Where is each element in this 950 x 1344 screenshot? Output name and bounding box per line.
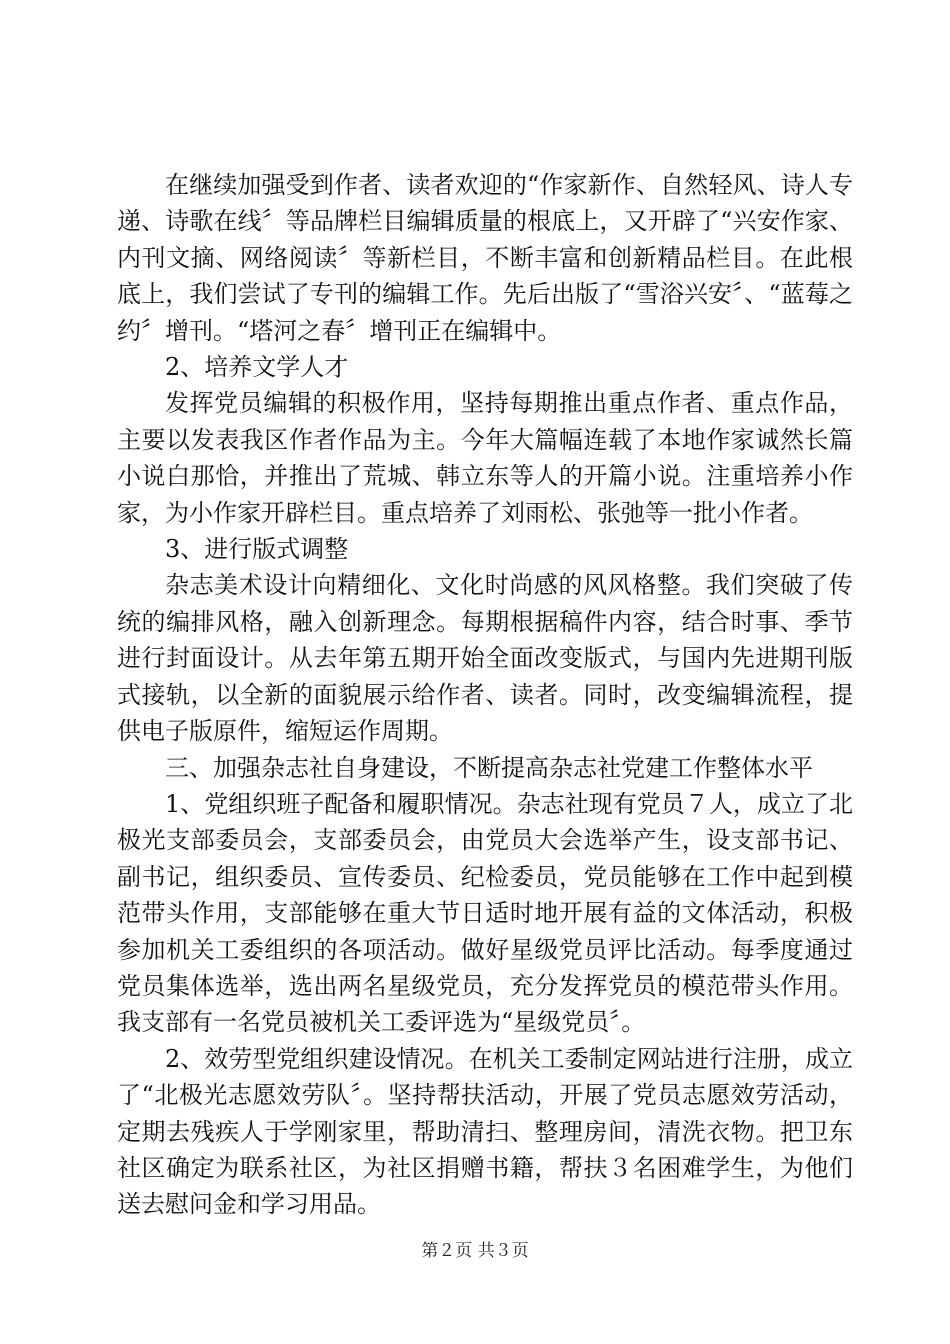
subheading-layout-adjustment: 3、进行版式调整 <box>165 535 349 564</box>
paragraph-layout-adjustment: 杂志美术设计向精细化、文化时尚感的风风格整。我们突破了传统的编排风格，融入创新理念。每期根据稿件内容，结合时事、季节进行封面设计。从去年第五期开始全面改变版式，与国内先进期刊版式接轨，以全新的面貌展示给作者、读者。同时，改变编辑流程，提供电子版原件，缩短运作周期。 <box>117 571 853 746</box>
document-body <box>117 167 853 1223</box>
page-number-footer: 第２页 共３页 <box>421 1241 529 1261</box>
subheading-cultivate-talent: 2、培养文学人才 <box>165 353 349 382</box>
section-heading-self-construction: 三、加强杂志社自身建设，不断提高杂志社党建工作整体水平 <box>165 753 813 782</box>
paragraph-party-organization: 1、党组织班子配备和履职情况。杂志社现有党员７人，成立了北极光支部委员会，支部委员会，由党员大会选举产生，设支部书记、副书记，组织委员、宣传委员、纪检委员，党员能够在工作中起到模范带头作用，支部能够在重大节日适时地开展有益的文体活动，积极参加机关工委组织的各项活动。做好星级党员评比活动。每季度通过党员集体选举，选出两名星级党员，充分发挥党员的模范带头作用。我支部有一名党员被机关工委评选为“星级党员〞。 <box>117 789 853 1037</box>
paragraph-service-organization: 2、效劳型党组织建设情况。在机关工委制定网站进行注册，成立了“北极光志愿效劳队〞。坚持帮扶活动，开展了党员志愿效劳活动，定期去残疾人于学刚家里，帮助清扫、整理房间，清洗衣物。把卫东社区确定为联系社区，为社区捐赠书籍，帮扶３名困难学生，为他们送去慰问金和学习用品。 <box>117 1044 853 1219</box>
paragraph-column-editing: 在继续加强受到作者、读者欢迎的“作家新作、自然轻风、诗人专递、诗歌在线〞等品牌栏目编辑质量的根底上，又开辟了“兴安作家、内刊文摘、网络阅读〞等新栏目，不断丰富和创新精品栏目。在此根底上，我们尝试了专刊的编辑工作。先后出版了“雪浴兴安〞、“蓝莓之约〞增刊。“塔河之春〞增刊正在编辑中。 <box>117 171 853 345</box>
paragraph-cultivate-talent: 发挥党员编辑的积极作用，坚持每期推出重点作者、重点作品，主要以发表我区作者作品为主。今年大篇幅连载了本地作家诚然长篇小说白那恰，并推出了荒城、韩立东等人的开篇小说。注重培养小作家，为小作家开辟栏目。重点培养了刘雨松、张弛等一批小作者。 <box>117 389 853 527</box>
